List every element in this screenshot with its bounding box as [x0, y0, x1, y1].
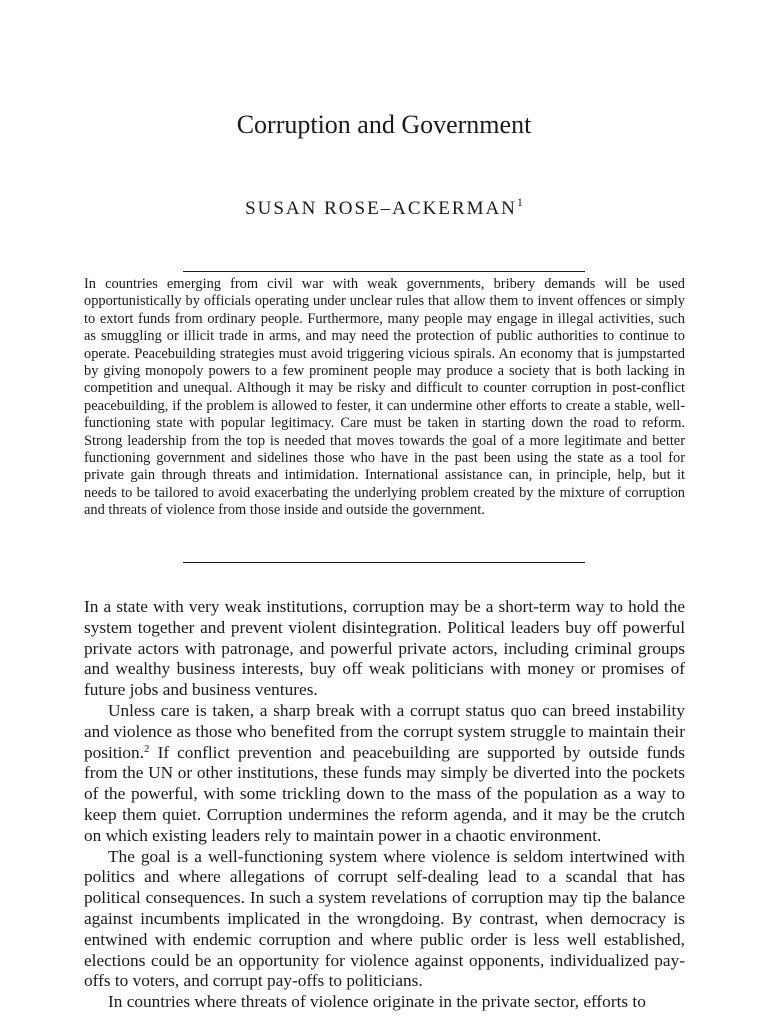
abstract: In countries emerging from civil war with weak governments, bribery demands will be used opportunistically by officials operating under unclear rules that allow them to invent offences or simply to extort funds from ordinary people. Furthermore, many people may engage in illegal activities, such as smuggling or illicit trade in arms, and may need the protection of public authorities to continue to operate. Peacebuilding strategies must avoid triggering vicious spirals. An economy that is jumpstarted by giving monopoly powers to a few prominent people may produce a society that is both lacking in competition and unequal. Although it may be risky and difficult to counter corruption in post-conflict peacebuilding, if the problem is allowed to fester, it can undermine other efforts to create a stable, well-functioning state with popular legitimacy. Care must be taken in starting down the road to reform. Strong leadership from the top is needed that moves towards the goal of a more legitimate and better functioning government and sidelines those who have in the past been using the state as a tool for private gain through threats and intimidation. International assistance can, in principle, help, but it needs to be tailored to avoid exacerbating the underlying problem created by the mixture of corruption and threats of violence from those inside and outside the government.	[84, 276, 685, 519]
chapter-title: Corruption and Government	[236, 110, 532, 139]
footnote-marker-2[interactable]: 2	[144, 742, 150, 755]
author-name	[0, 195, 768, 220]
abstract-top-rule	[183, 271, 585, 272]
body-paragraph-2	[84, 701, 685, 847]
author-name-text: SUSAN ROSE–ACKERMAN	[245, 198, 517, 219]
body-paragraph-2-part-2: If conflict prevention and peacebuilding are supported by outside funds from the UN or other institutions, these funds may simply be diverted into the pockets of the powerful, with some trickling down to the mass of the population as a way to keep them quiet. Corruption undermines the reform agenda, and it may be the crutch on which existing leaders rely to maintain power in a chaotic environment.	[84, 742, 685, 845]
author-footnote-marker[interactable]: 1	[516, 195, 523, 209]
body-paragraph-3: The goal is a well-functioning system where violence is seldom intertwined with politics and where allegations of corrupt self-dealing lead to a scandal that has political consequences. In such a system revelations of corruption may tip the balance against incumbents implicated in the wrongdoing. By contrast, when democracy is entwined with endemic corruption and where public order is less well established, elections could be an opportunity for violence against opponents, individualized pay-offs to voters, and corrupt pay-offs to politicians.	[84, 846, 685, 991]
body-paragraph-2-part-1: Unless care is taken, a sharp break with a corrupt status quo can breed instability and violence as those who benefited from the corrupt system struggle to maintain their position.	[84, 700, 685, 762]
body-text	[84, 597, 685, 1013]
abstract-bottom-rule	[183, 562, 585, 563]
body-paragraph-4: In countries where threats of violence originate in the private sector, efforts to	[108, 992, 646, 1012]
body-paragraph-1: In a state with very weak institutions, corruption may be a short-term way to hold the system together and prevent violent disintegration. Political leaders buy off powerful private actors with patronage, and powerful private actors, including criminal groups and wealthy business interests, buy off weak politicians with money or promises of future jobs and business ventures.	[84, 597, 685, 700]
